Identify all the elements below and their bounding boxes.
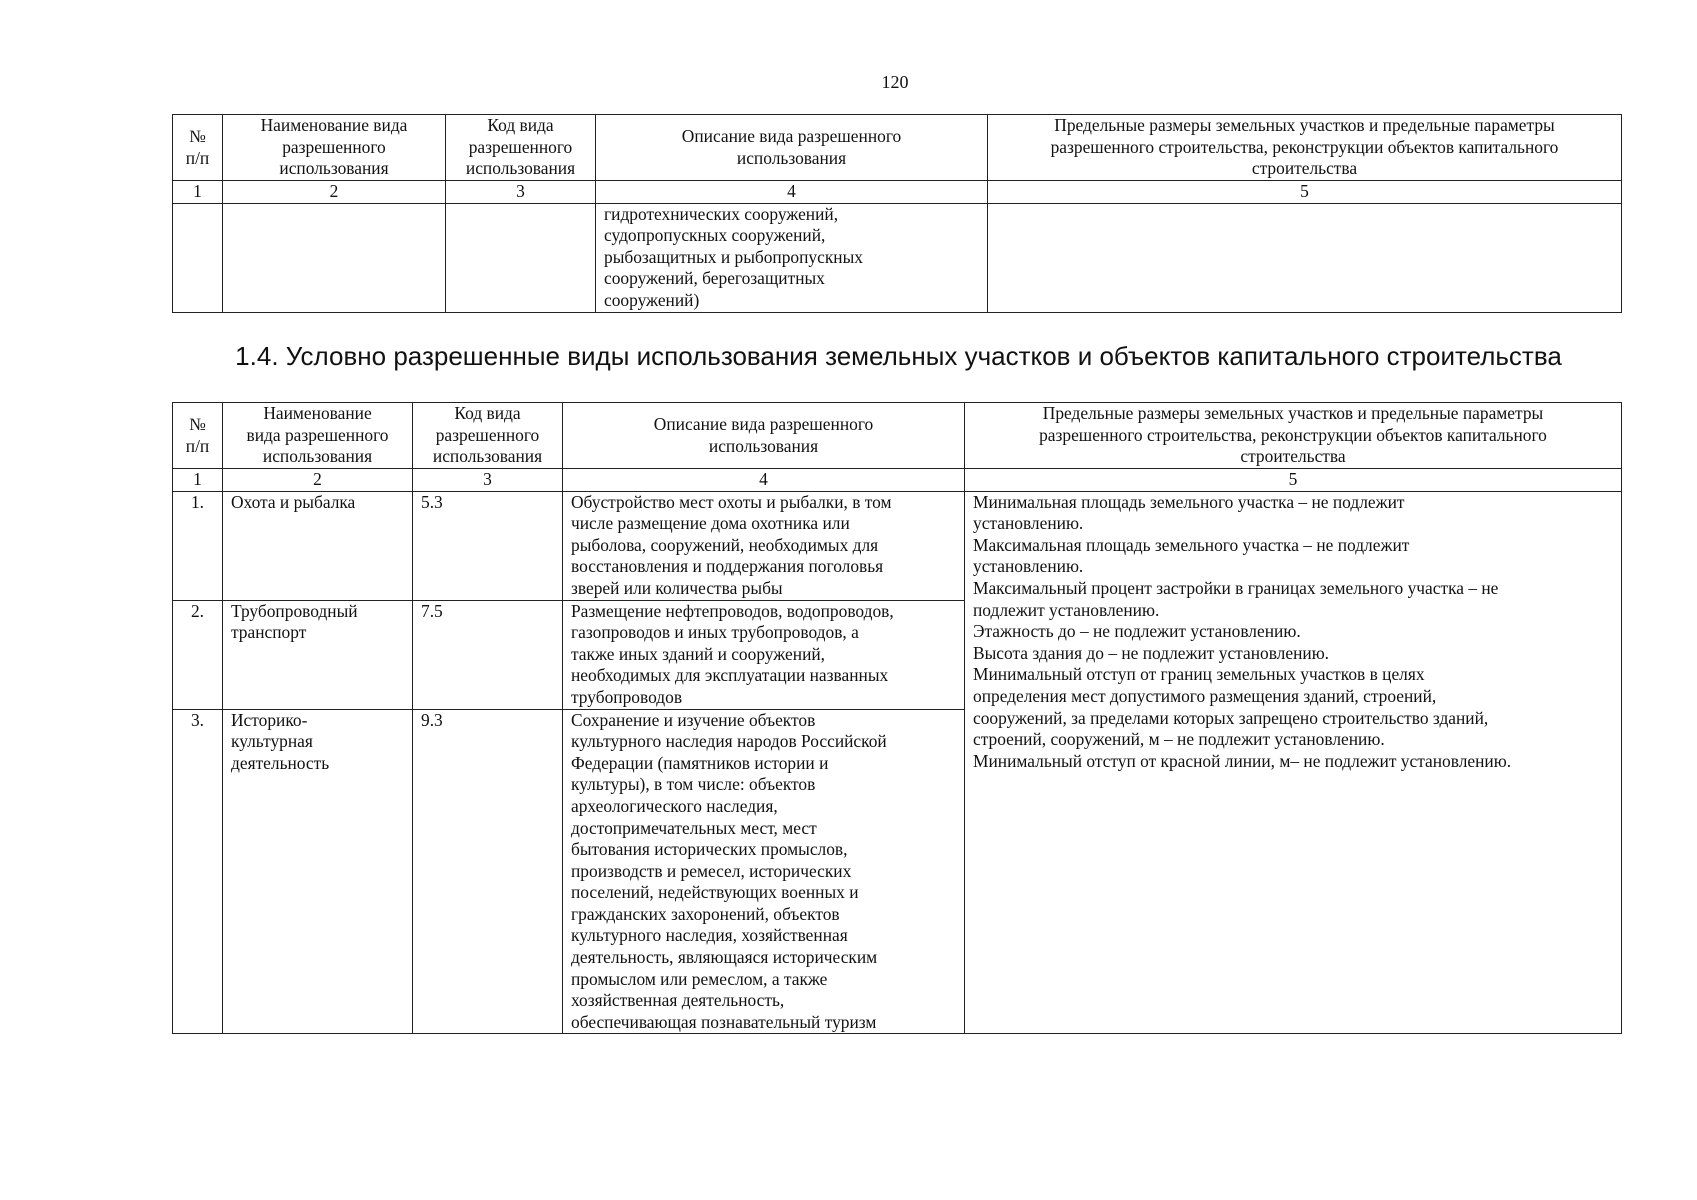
- header-num-text: № п/п: [185, 125, 210, 168]
- row-name: [223, 600, 413, 709]
- table-row: [173, 491, 1622, 600]
- header-limits-text: Предельные размеры земельных участков и предельные параметры разрешенного строительства, реконструкции объектов капитального строительства: [1039, 403, 1547, 467]
- column-number: 1: [173, 469, 223, 492]
- column-number-row: [173, 469, 1622, 492]
- row-number: 1.: [173, 491, 223, 600]
- row-description: [563, 600, 965, 709]
- conditional-uses-table: [172, 402, 1622, 1034]
- table-header-row: [173, 115, 1622, 181]
- header-name-text: Наименование вида разрешенного использования: [246, 403, 389, 467]
- header-code: [446, 115, 596, 181]
- table-row: [173, 203, 1622, 312]
- row-description-text: Сохранение и изучение объектов культурного наследия народов Российской Федерации (памятников истории и культуры), в том числе: объектов археологического наследия, достопримечательных мест, мест бытования исторических промыслов, производств и ремесел, исторических поселений, недействующих военных и гражданских захоронений, объектов культурного наследия, хозяйственная деятельность, являющаяся историческим промыслом или ремеслом, а также хозяйственная деятельность, обеспечивающая познавательный туризм: [571, 709, 887, 1032]
- shared-limits-text: Минимальная площадь земельного участка – не подлежит установлению. Максимальная площадь земельного участка – не подлежит установлению. Максимальный процент застройки в границах земельного участка – не подлежит установлению. Этажность до – не подлежит установлению. Высота здания до – не подлежит установлению. Минимальный отступ от границ земельных участков в целях определения мест допустимого размещения зданий, строений, сооружений, за пределами которых запрещено строительство зданий, строений, сооружений, м – не подлежит установлению. Минимальный отступ от красной линии, м– не подлежит установлению.: [973, 491, 1512, 771]
- header-description-text: Описание вида разрешенного использования: [681, 125, 902, 168]
- header-code: [413, 403, 563, 469]
- header-limits-text: Предельные размеры земельных участков и предельные параметры разрешенного строительства, реконструкции объектов капитального строительства: [1050, 115, 1559, 179]
- row-description: [563, 709, 965, 1034]
- header-num: [173, 115, 223, 181]
- header-limits: [988, 115, 1622, 181]
- column-number: 1: [173, 181, 223, 204]
- column-number: 3: [413, 469, 563, 492]
- header-code-text: Код вида разрешенного использования: [432, 403, 543, 467]
- continuation-table: [172, 114, 1622, 313]
- column-number-row: [173, 181, 1622, 204]
- header-limits: [965, 403, 1622, 469]
- row-code: 9.3: [413, 709, 563, 1034]
- row-code: 5.3: [413, 491, 563, 600]
- row-description-text: Размещение нефтепроводов, водопроводов, газопроводов и иных трубопроводов, а также иных зданий и сооружений, необходимых для эксплуатации названных трубопроводов: [571, 600, 894, 707]
- row-name-text: Трубопроводный транспорт: [231, 600, 358, 643]
- header-description: [596, 115, 988, 181]
- header-num-text: № п/п: [185, 413, 210, 456]
- page-number: 120: [881, 72, 909, 92]
- header-name-text: Наименование вида разрешенного использования: [260, 115, 408, 179]
- row-name-text: Охота и рыбалка: [231, 491, 356, 512]
- continuation-description: гидротехнических сооружений, судопропускных сооружений, рыбозащитных и рыбопропускных сооружений, берегозащитных сооружений): [604, 203, 863, 310]
- cell-name: [223, 203, 446, 312]
- column-number: 2: [223, 469, 413, 492]
- cell-description: [596, 203, 988, 312]
- header-name: [223, 403, 413, 469]
- row-description-text: Обустройство мест охоты и рыбалки, в том числе размещение дома охотника или рыболова, сооружений, необходимых для восстановления и поддержания поголовья зверей или количества рыбы: [571, 491, 892, 598]
- shared-limits-cell: [965, 491, 1622, 1034]
- column-number: 4: [563, 469, 965, 492]
- row-name: [223, 709, 413, 1034]
- section-heading: 1.4. Условно разрешенные виды использования земельных участков и объектов капитального строительства: [235, 341, 1562, 371]
- cell-limits: [988, 203, 1622, 312]
- header-description-text: Описание вида разрешенного использования: [653, 413, 874, 456]
- header-description: [563, 403, 965, 469]
- cell-num: [173, 203, 223, 312]
- column-number: 5: [965, 469, 1622, 492]
- row-number: 2.: [173, 600, 223, 709]
- row-description: [563, 491, 965, 600]
- header-num: [173, 403, 223, 469]
- column-number: 5: [988, 181, 1622, 204]
- header-name: [223, 115, 446, 181]
- column-number: 2: [223, 181, 446, 204]
- column-number: 3: [446, 181, 596, 204]
- header-code-text: Код вида разрешенного использования: [465, 115, 576, 179]
- table-header-row: [173, 403, 1622, 469]
- row-number: 3.: [173, 709, 223, 1034]
- cell-code: [446, 203, 596, 312]
- column-number: 4: [596, 181, 988, 204]
- row-name: [223, 491, 413, 600]
- row-code: 7.5: [413, 600, 563, 709]
- row-name-text: Историко- культурная деятельность: [231, 709, 330, 773]
